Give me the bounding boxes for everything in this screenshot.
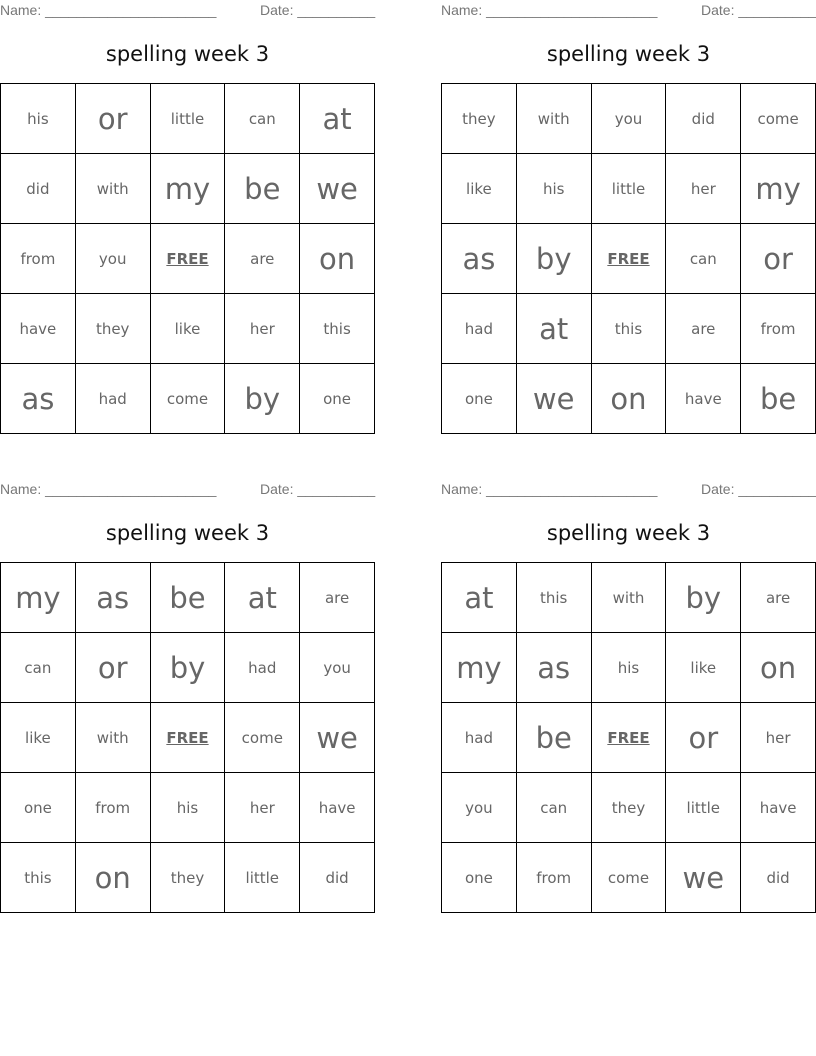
word-cell: little — [591, 154, 666, 224]
free-space: FREE — [150, 224, 225, 294]
grid-row — [442, 563, 816, 633]
word-cell: by — [666, 563, 741, 633]
word-cell: we — [300, 703, 375, 773]
grid-row — [442, 843, 816, 913]
word-cell: or — [75, 633, 150, 703]
word-cell: are — [225, 224, 300, 294]
word-cell: her — [225, 294, 300, 364]
word-cell: her — [666, 154, 741, 224]
word-cell: can — [1, 633, 76, 703]
word-cell: little — [150, 84, 225, 154]
word-cell: be — [150, 563, 225, 633]
word-cell: with — [516, 84, 591, 154]
card-title: spelling week 3 — [105, 42, 270, 66]
grid-row — [442, 84, 816, 154]
date-field[interactable]: Date: __________ — [701, 481, 816, 497]
word-cell: have — [1, 294, 76, 364]
word-cell: had — [442, 703, 517, 773]
word-cell: come — [741, 84, 816, 154]
word-cell: on — [300, 224, 375, 294]
word-cell: are — [300, 563, 375, 633]
grid-row — [442, 703, 816, 773]
grid-row — [1, 154, 375, 224]
word-cell: like — [1, 703, 76, 773]
grid-row — [442, 364, 816, 434]
word-cell: had — [442, 294, 517, 364]
word-cell: did — [300, 843, 375, 913]
word-cell: you — [442, 773, 517, 843]
word-cell: little — [666, 773, 741, 843]
word-cell: from — [1, 224, 76, 294]
card-title: spelling week 3 — [546, 521, 711, 545]
word-cell: this — [516, 563, 591, 633]
free-space: FREE — [591, 224, 666, 294]
word-cell: we — [516, 364, 591, 434]
word-cell: we — [666, 843, 741, 913]
word-cell: this — [591, 294, 666, 364]
word-cell: have — [300, 773, 375, 843]
word-cell: as — [1, 364, 76, 434]
word-cell: from — [75, 773, 150, 843]
word-cell: this — [1, 843, 76, 913]
word-cell: my — [1, 563, 76, 633]
word-cell: his — [150, 773, 225, 843]
word-cell: can — [666, 224, 741, 294]
word-cell: like — [666, 633, 741, 703]
word-cell: they — [591, 773, 666, 843]
word-cell: from — [741, 294, 816, 364]
grid-row — [1, 773, 375, 843]
word-cell: had — [225, 633, 300, 703]
word-cell: can — [225, 84, 300, 154]
word-cell: be — [516, 703, 591, 773]
grid-row — [1, 703, 375, 773]
grid-row — [442, 294, 816, 364]
word-cell: you — [75, 224, 150, 294]
grid-row — [1, 84, 375, 154]
word-cell: did — [666, 84, 741, 154]
word-cell: come — [591, 843, 666, 913]
word-cell: did — [1, 154, 76, 224]
word-cell: you — [591, 84, 666, 154]
word-cell: or — [75, 84, 150, 154]
word-cell: at — [442, 563, 517, 633]
word-cell: by — [225, 364, 300, 434]
word-cell: be — [741, 364, 816, 434]
word-cell: did — [741, 843, 816, 913]
date-field[interactable]: Date: __________ — [701, 2, 816, 18]
word-cell: come — [225, 703, 300, 773]
word-cell: they — [150, 843, 225, 913]
word-cell: his — [1, 84, 76, 154]
word-cell: they — [75, 294, 150, 364]
word-cell: one — [442, 364, 517, 434]
grid-row — [1, 364, 375, 434]
name-field[interactable]: Name: ______________________ — [441, 481, 658, 497]
word-cell: they — [442, 84, 517, 154]
card-title: spelling week 3 — [546, 42, 711, 66]
word-cell: be — [225, 154, 300, 224]
word-cell: one — [1, 773, 76, 843]
word-cell: as — [516, 633, 591, 703]
word-cell: are — [666, 294, 741, 364]
bingo-grid — [0, 83, 375, 434]
word-cell: or — [666, 703, 741, 773]
word-cell: my — [150, 154, 225, 224]
word-cell: like — [150, 294, 225, 364]
word-cell: with — [75, 154, 150, 224]
word-cell: had — [75, 364, 150, 434]
word-cell: on — [75, 843, 150, 913]
grid-row — [1, 294, 375, 364]
word-cell: like — [442, 154, 517, 224]
free-space: FREE — [150, 703, 225, 773]
word-cell: with — [591, 563, 666, 633]
word-cell: have — [741, 773, 816, 843]
word-cell: my — [442, 633, 517, 703]
word-cell: little — [225, 843, 300, 913]
grid-row — [1, 843, 375, 913]
grid-row — [1, 563, 375, 633]
word-cell: as — [75, 563, 150, 633]
grid-row — [442, 773, 816, 843]
bingo-grid — [441, 562, 816, 913]
word-cell: his — [516, 154, 591, 224]
word-cell: come — [150, 364, 225, 434]
grid-row — [1, 224, 375, 294]
name-field[interactable]: Name: ______________________ — [0, 2, 217, 18]
word-cell: at — [516, 294, 591, 364]
word-cell: on — [741, 633, 816, 703]
word-cell: by — [516, 224, 591, 294]
word-cell: or — [741, 224, 816, 294]
word-cell: on — [591, 364, 666, 434]
free-space: FREE — [591, 703, 666, 773]
card-title: spelling week 3 — [105, 521, 270, 545]
word-cell: one — [442, 843, 517, 913]
word-cell: by — [150, 633, 225, 703]
word-cell: his — [591, 633, 666, 703]
word-cell: as — [442, 224, 517, 294]
date-field[interactable]: Date: __________ — [260, 481, 376, 497]
word-cell: her — [225, 773, 300, 843]
word-cell: at — [225, 563, 300, 633]
word-cell: have — [666, 364, 741, 434]
word-cell: you — [300, 633, 375, 703]
name-field[interactable]: Name: ______________________ — [0, 481, 217, 497]
word-cell: with — [75, 703, 150, 773]
word-cell: can — [516, 773, 591, 843]
bingo-grid — [441, 83, 816, 434]
word-cell: we — [300, 154, 375, 224]
word-cell: my — [741, 154, 816, 224]
word-cell: this — [300, 294, 375, 364]
bingo-grid — [0, 562, 375, 913]
grid-row — [442, 154, 816, 224]
word-cell: one — [300, 364, 375, 434]
grid-row — [442, 633, 816, 703]
name-field[interactable]: Name: ______________________ — [441, 2, 658, 18]
word-cell: from — [516, 843, 591, 913]
date-field[interactable]: Date: __________ — [260, 2, 376, 18]
grid-row — [442, 224, 816, 294]
word-cell: at — [300, 84, 375, 154]
word-cell: are — [741, 563, 816, 633]
grid-row — [1, 633, 375, 703]
word-cell: her — [741, 703, 816, 773]
